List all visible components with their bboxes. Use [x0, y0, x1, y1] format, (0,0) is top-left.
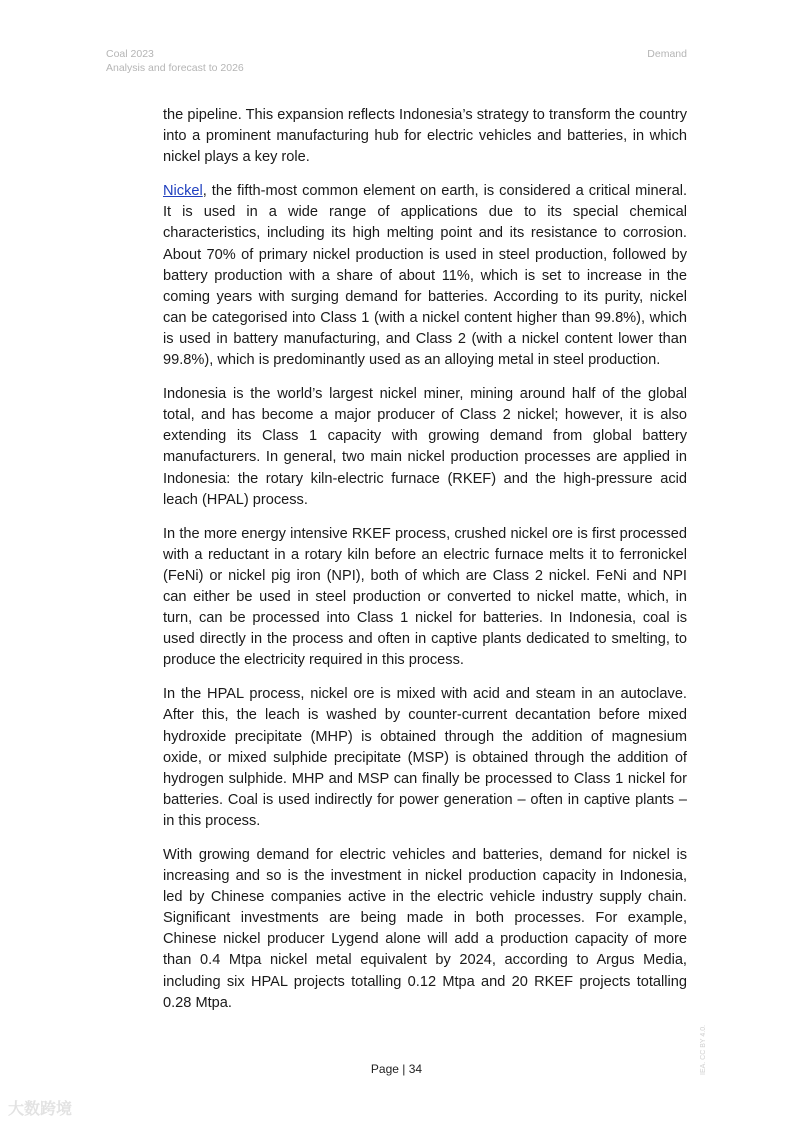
report-subtitle: Analysis and forecast to 2026 — [106, 62, 244, 74]
license-note: IEA. CC BY 4.0. — [700, 1024, 707, 1075]
paragraph: the pipeline. This expansion reflects Indonesia’s strategy to transform the country into a prominent manufacturing hub for electric vehicles and batteries, in which nickel plays a key role. — [163, 107, 687, 166]
paragraph: With growing demand for electric vehicles and batteries, demand for nickel is increasing and so is the investment in nickel production capacity in Indonesia, led by Chinese companies active in the electric vehicle industry supply chain. Significant investments are being made in both processes. For example, Chinese nickel producer Lygend alone will add a production capacity of more than 0.4 Mtpa nickel metal equivalent by 2024, according to Argus Media, including six HPAL projects totalling 0.12 Mtpa and 20 RKEF projects totalling 0.28 Mtpa. — [163, 847, 687, 1011]
page-number: Page | 34 — [370, 1062, 423, 1076]
paragraph: Indonesia is the world’s largest nickel miner, mining around half of the global total, and has become a major producer of Class 2 nickel; however, it is also extending its Class 1 capacity with growing demand from global battery manufacturers. In general, two main nickel production processes are applied in Indonesia: the rotary kiln-electric furnace (RKEF) and the high-pressure acid leach (HPAL) process. — [163, 386, 687, 508]
report-title: Coal 2023 — [106, 48, 154, 60]
paragraph — [163, 181, 687, 371]
watermark: 大数跨境 — [8, 1101, 73, 1118]
paragraph-text: , the fifth-most common element on earth, is considered a critical mineral. It is used in a wide range of applications due to its special chemical characteristics, including its high melting point and its resistance to corrosion. About 70% of primary nickel production is used in steel production, followed by battery production with a share of about 11%, which is set to increase in the coming years with surging demand for batteries. According to its purity, nickel can be categorised into Class 1 (with a nickel content higher than 99.8%), which is used in battery manufacturing, and Class 2 (with a nickel content lower than 99.8%), which is predominantly used as an alloying metal in steel production. — [163, 183, 687, 369]
running-header — [106, 47, 244, 75]
section-name: Demand — [647, 48, 687, 60]
nickel-link[interactable]: Nickel — [163, 183, 203, 200]
paragraph: In the more energy intensive RKEF process, crushed nickel ore is first processed with a reductant in a rotary kiln before an electric furnace melts it to ferronickel (FeNi) or nickel pig iron (NPI), both of which are Class 2 nickel. FeNi and NPI can either be used in steel production or converted to nickel matte, which, in turn, can be processed into Class 1 nickel for batteries. In Indonesia, coal is used directly in the process and often in captive plants dedicated to smelting, to produce the electricity required in this process. — [163, 525, 687, 669]
body-text — [163, 105, 687, 1027]
paragraph: In the HPAL process, nickel ore is mixed with acid and steam in an autoclave. After this, the leach is washed by counter-current decantation before mixed hydroxide precipitate (MHP) is obtained through the addition of magnesium oxide, or mixed sulphide precipitate (MSP) is obtained through the addition of hydrogen sulphide. MHP and MSP can finally be processed to Class 1 nickel for batteries. Coal is used indirectly for power generation – often in captive plants – in this process. — [163, 686, 687, 829]
